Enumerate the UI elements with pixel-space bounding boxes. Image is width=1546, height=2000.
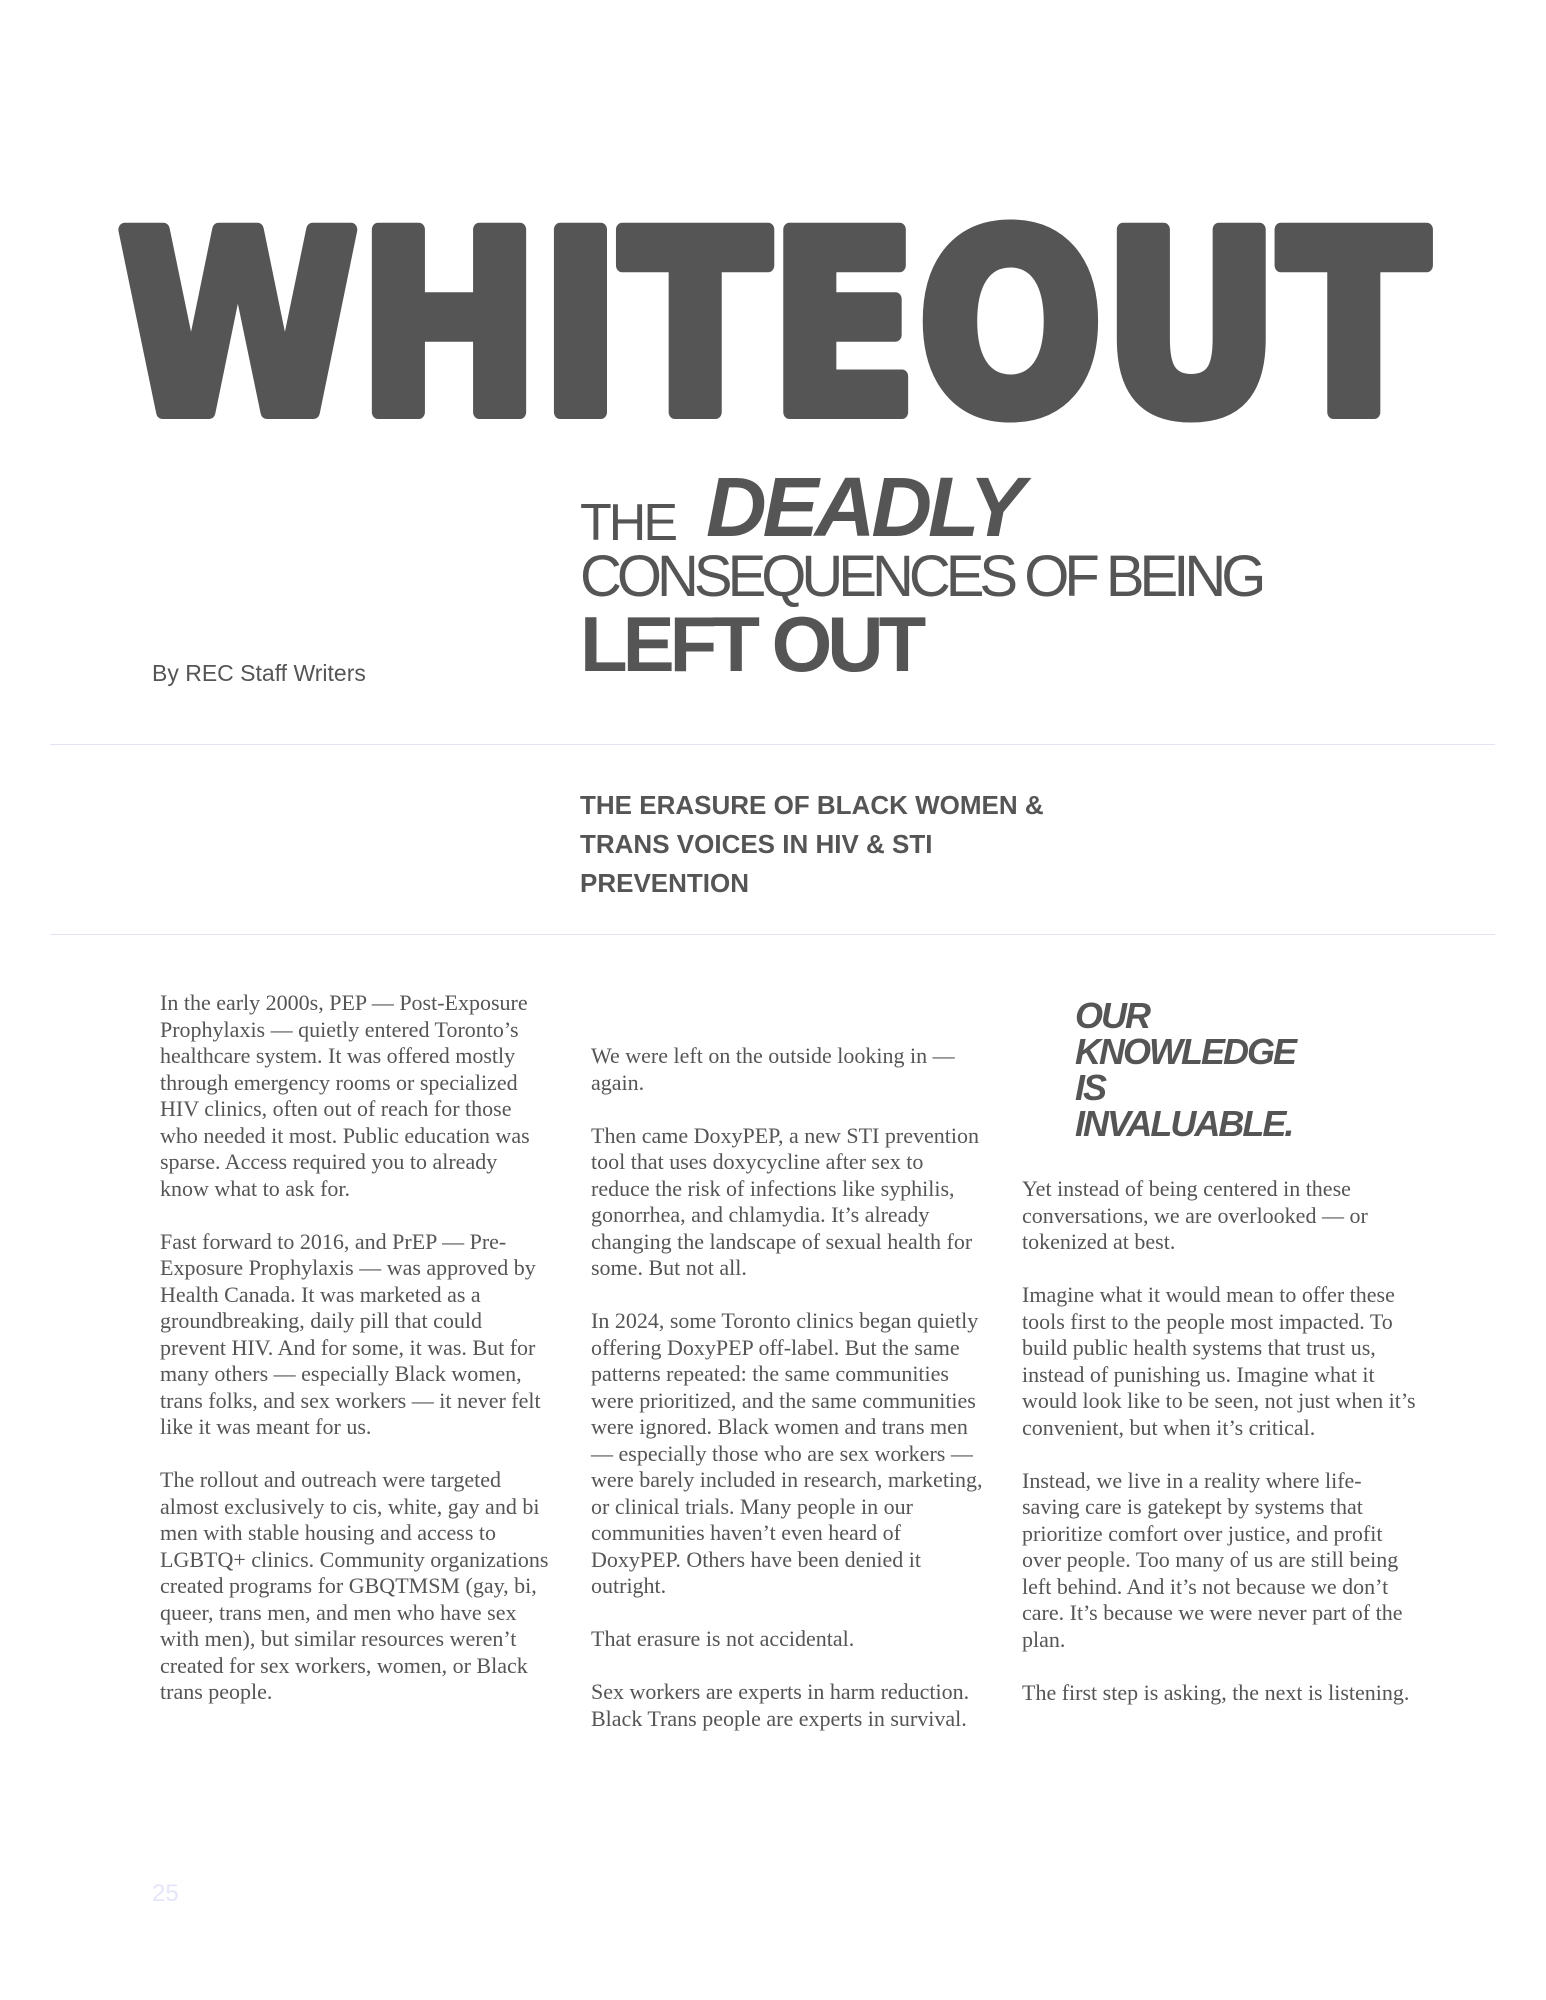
divider-top bbox=[50, 744, 1495, 745]
deck-heading bbox=[580, 786, 1140, 903]
masthead-title-text: WHITEOUT bbox=[118, 180, 1428, 471]
subtitle-deadly: DEADLY bbox=[706, 460, 1022, 554]
paragraph: Then came DoxyPEP, a new STI prevention tool that uses doxycycline after sex to reduce the risk of infections like syphilis, gonorrhea, and chlamydia. It’s already changing the landscape of sexual health for some. But not all. bbox=[591, 1122, 979, 1280]
paragraph: Fast forward to 2016, and PrEP — Pre-Exposure Prophylaxis — was approved by Health Canada. It was marketed as a groundbreaking, daily pill that could prevent HIV. And for some, it was. But for many others — especially Black women, trans folks, and sex workers — it never felt like it was meant for us. bbox=[160, 1228, 541, 1439]
paragraph: Sex workers are experts in harm reduction. Black Trans people are experts in survival. bbox=[591, 1679, 970, 1731]
pull-quote-line: KNOWLEDGE bbox=[1075, 1031, 1295, 1072]
byline: By REC Staff Writers bbox=[152, 660, 366, 686]
body-column-3 bbox=[1022, 1176, 1417, 1733]
paragraph: Instead, we live in a reality where life-saving care is gatekept by systems that prioritize comfort over justice, and profit over people. Too many of us are still being left behind. And it’s not because we don’t care. It’s because we were never part of the plan. bbox=[1022, 1467, 1403, 1652]
pull-quote-line: INVALUABLE. bbox=[1075, 1103, 1293, 1144]
masthead-title bbox=[118, 180, 1428, 471]
deck-line: PREVENTION bbox=[580, 868, 750, 898]
body-column-2 bbox=[591, 1043, 986, 1759]
paragraph: The rollout and outreach were targeted almost exclusively to cis, white, gay and bi men with stable housing and access to LGBTQ+ clinics. Community organizations created programs for GBQTMSM (gay, bi, queer, trans men, and men who have sex with men), but similar resources weren’t created for sex workers, women, or Black trans people. bbox=[160, 1467, 549, 1704]
paragraph: Yet instead of being centered in these conversations, we are overlooked — or tokenized at best. bbox=[1022, 1176, 1368, 1254]
divider-bottom bbox=[50, 934, 1495, 935]
pull-quote-line: IS bbox=[1075, 1067, 1106, 1108]
paragraph: That erasure is not accidental. bbox=[591, 1626, 855, 1651]
paragraph: In the early 2000s, PEP — Post-Exposure Prophylaxis — quietly entered Toronto’s healthcare system. It was offered mostly through emergency rooms or specialized HIV clinics, often out of reach for those who needed it most. Public education was sparse. Access required you to already know what to ask for. bbox=[160, 990, 530, 1201]
deck-line: TRANS VOICES IN HIV & STI bbox=[580, 829, 933, 859]
pull-quote-line: OUR bbox=[1075, 995, 1149, 1036]
page-number: 25 bbox=[152, 1880, 179, 1907]
paragraph: Imagine what it would mean to offer these tools first to the people most impacted. To build public health systems that trust us, instead of punishing us. Imagine what it would look like to be seen, not just when it’s convenient, but when it’s critical. bbox=[1022, 1282, 1416, 1440]
pull-quote bbox=[1075, 995, 1295, 1144]
deck-line: THE ERASURE OF BLACK WOMEN & bbox=[580, 790, 1044, 820]
paragraph: In 2024, some Toronto clinics began quietly offering DoxyPEP off-label. But the same patterns repeated: the same communities were prioritized, and the same communities were ignored. Black women and trans men — especially those who are sex workers — were barely included in research, marketing, or clinical trials. Many people in our communities haven’t even heard of DoxyPEP. Others have been denied it outright. bbox=[591, 1308, 983, 1598]
subtitle-consequences: CONSEQUENCES OF BEING bbox=[580, 544, 1262, 609]
body-column-1 bbox=[160, 990, 550, 1732]
subtitle-left-out: LEFT OUT bbox=[580, 600, 922, 688]
subtitle-the: THE bbox=[580, 494, 675, 552]
paragraph: We were left on the outside looking in — again. bbox=[591, 1043, 955, 1095]
paragraph: The first step is asking, the next is listening. bbox=[1022, 1679, 1410, 1705]
